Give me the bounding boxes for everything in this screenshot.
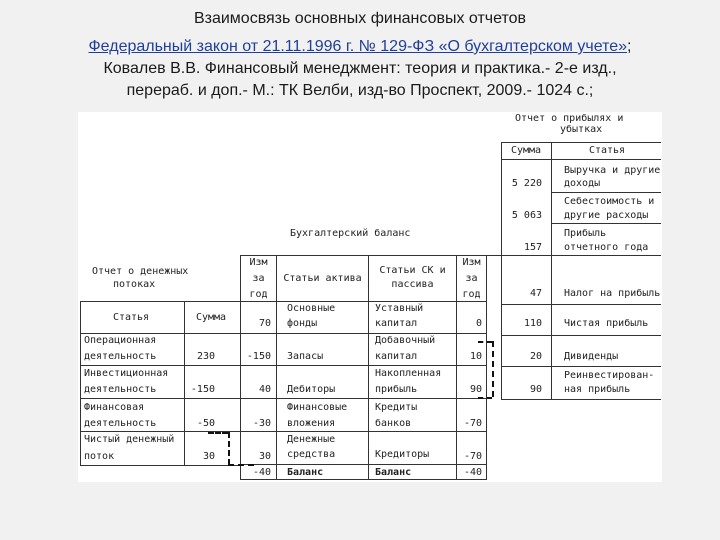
cf-item: Операционная [84, 335, 157, 346]
law-link[interactable]: Федеральный закон от 21.11.1996 г. № 129-ФЗ «О бухгалтерском учете» [88, 38, 628, 55]
bs-asset-change: -150 [246, 351, 271, 362]
cf-item: Чистый денежный [84, 434, 175, 445]
citation-line-2: перераб. и доп.- М.: ТК Велби, изд-во Проспект, 2009.- 1024 с.; [126, 82, 594, 99]
cf-item: Финансовая [84, 402, 145, 413]
pl-title-2: убытках [560, 124, 603, 135]
slide-title: Взаимосвязь основных финансовых отчетов [193, 10, 527, 27]
cf-value: -150 [190, 384, 215, 395]
bs-asset: Основные [287, 303, 336, 314]
pl-label: Выручка и другие [564, 165, 661, 176]
pl-label: доходы [564, 178, 601, 189]
bs-col-change-e: год [462, 289, 481, 300]
cf-title-1: Отчет о денежных [92, 266, 189, 277]
bs-asset: Денежные [287, 434, 336, 445]
bs-equity: прибыль [375, 384, 418, 395]
cf-col-sum: Сумма [195, 312, 227, 323]
pl-label: Реинвестирован- [564, 370, 655, 381]
bs-col-equity: пассива [391, 279, 434, 290]
bs-equity: капитал [375, 318, 418, 329]
cf-col-item: Статья [112, 312, 150, 323]
pl-label: Дивиденды [564, 351, 619, 362]
cf-item: деятельность [84, 418, 157, 429]
cf-title-2: потоках [113, 279, 156, 290]
pl-value: 5 220 [511, 178, 542, 189]
bs-asset-change: 30 [258, 451, 271, 462]
bs-asset-change: -30 [252, 418, 271, 429]
connector-cf-top [208, 432, 228, 434]
bs-equity: Накопленная [375, 368, 442, 379]
pl-title-1: Отчет о прибылях и [515, 113, 624, 124]
bs-total-equity-change: -40 [463, 467, 482, 478]
bs-equity: капитал [375, 351, 418, 362]
cf-item: поток [84, 451, 115, 462]
bs-total-asset-change: -40 [252, 467, 271, 478]
bs-equity: Уставный [375, 303, 424, 314]
pl-label: ная прибыль [564, 384, 631, 395]
pl-label: отчетного года [564, 242, 649, 253]
bs-equity: Кредиты [375, 402, 418, 413]
bs-asset: фонды [287, 318, 318, 329]
bs-asset: Запасы [287, 351, 324, 362]
pl-value: 5 063 [511, 210, 542, 221]
bs-asset: Дебиторы [287, 384, 336, 395]
balance-title: Бухгалтерский баланс [290, 228, 411, 239]
cf-item: деятельность [84, 384, 157, 395]
connector-cf-bottom [228, 464, 254, 466]
pl-col-sum: Сумма [510, 145, 542, 156]
citation-line-1: Ковалев В.В. Финансовый менеджмент: теория и практика.- 2-е изд., [103, 60, 617, 77]
bs-asset-change: 40 [258, 384, 271, 395]
bs-col-asset: Статьи актива [283, 273, 362, 284]
bs-equity: Кредиторы [375, 449, 430, 460]
pl-label: Прибыль [564, 228, 607, 239]
pl-label: Себестоимость и [564, 196, 655, 207]
pl-value: 90 [529, 384, 542, 395]
pl-value: 47 [529, 288, 542, 299]
bs-col-change-e: Изм [462, 257, 481, 268]
bs-equity-change: 0 [475, 318, 482, 329]
bs-equity-change: 10 [469, 351, 482, 362]
cf-item: деятельность [84, 351, 157, 362]
cf-value: 30 [202, 451, 215, 462]
cf-value: -50 [196, 418, 215, 429]
bs-asset: средства [287, 449, 336, 460]
bs-col-change-e: за [465, 273, 478, 284]
bs-equity: Добавочный [375, 335, 436, 346]
connector-pl-top [478, 341, 492, 343]
cf-item: Инвестиционная [84, 368, 169, 379]
bs-asset-change: 70 [258, 318, 271, 329]
bs-asset: вложения [287, 418, 336, 429]
bs-asset: Финансовые [287, 402, 348, 413]
law-link-suffix: ; [627, 38, 632, 55]
bs-equity: банков [375, 418, 412, 429]
pl-value: 20 [529, 351, 542, 362]
bs-total-equity-label: Баланс [375, 467, 412, 478]
pl-label: Налог на прибыль [564, 288, 661, 299]
bs-equity-change: 90 [469, 384, 482, 395]
bs-total-asset-label: Баланс [287, 467, 324, 478]
pl-col-item: Статья [588, 145, 626, 156]
connector-pl-vertical [492, 341, 494, 397]
bs-col-equity: Статьи СК и [379, 265, 446, 276]
bs-equity-change: -70 [463, 451, 482, 462]
connector-cf-vertical [228, 432, 230, 465]
bs-col-change-a: год [249, 289, 268, 300]
law-reference [0, 36, 720, 58]
bs-equity-change: -70 [463, 418, 482, 429]
connector-pl-bottom [478, 397, 492, 399]
pl-label: Чистая прибыль [564, 318, 649, 329]
bs-col-change-a: за [252, 273, 265, 284]
pl-value: 157 [523, 242, 542, 253]
cf-value: 230 [196, 351, 215, 362]
pl-value: 110 [523, 318, 542, 329]
bs-col-change-a: Изм [249, 257, 268, 268]
pl-label: другие расходы [564, 210, 649, 221]
